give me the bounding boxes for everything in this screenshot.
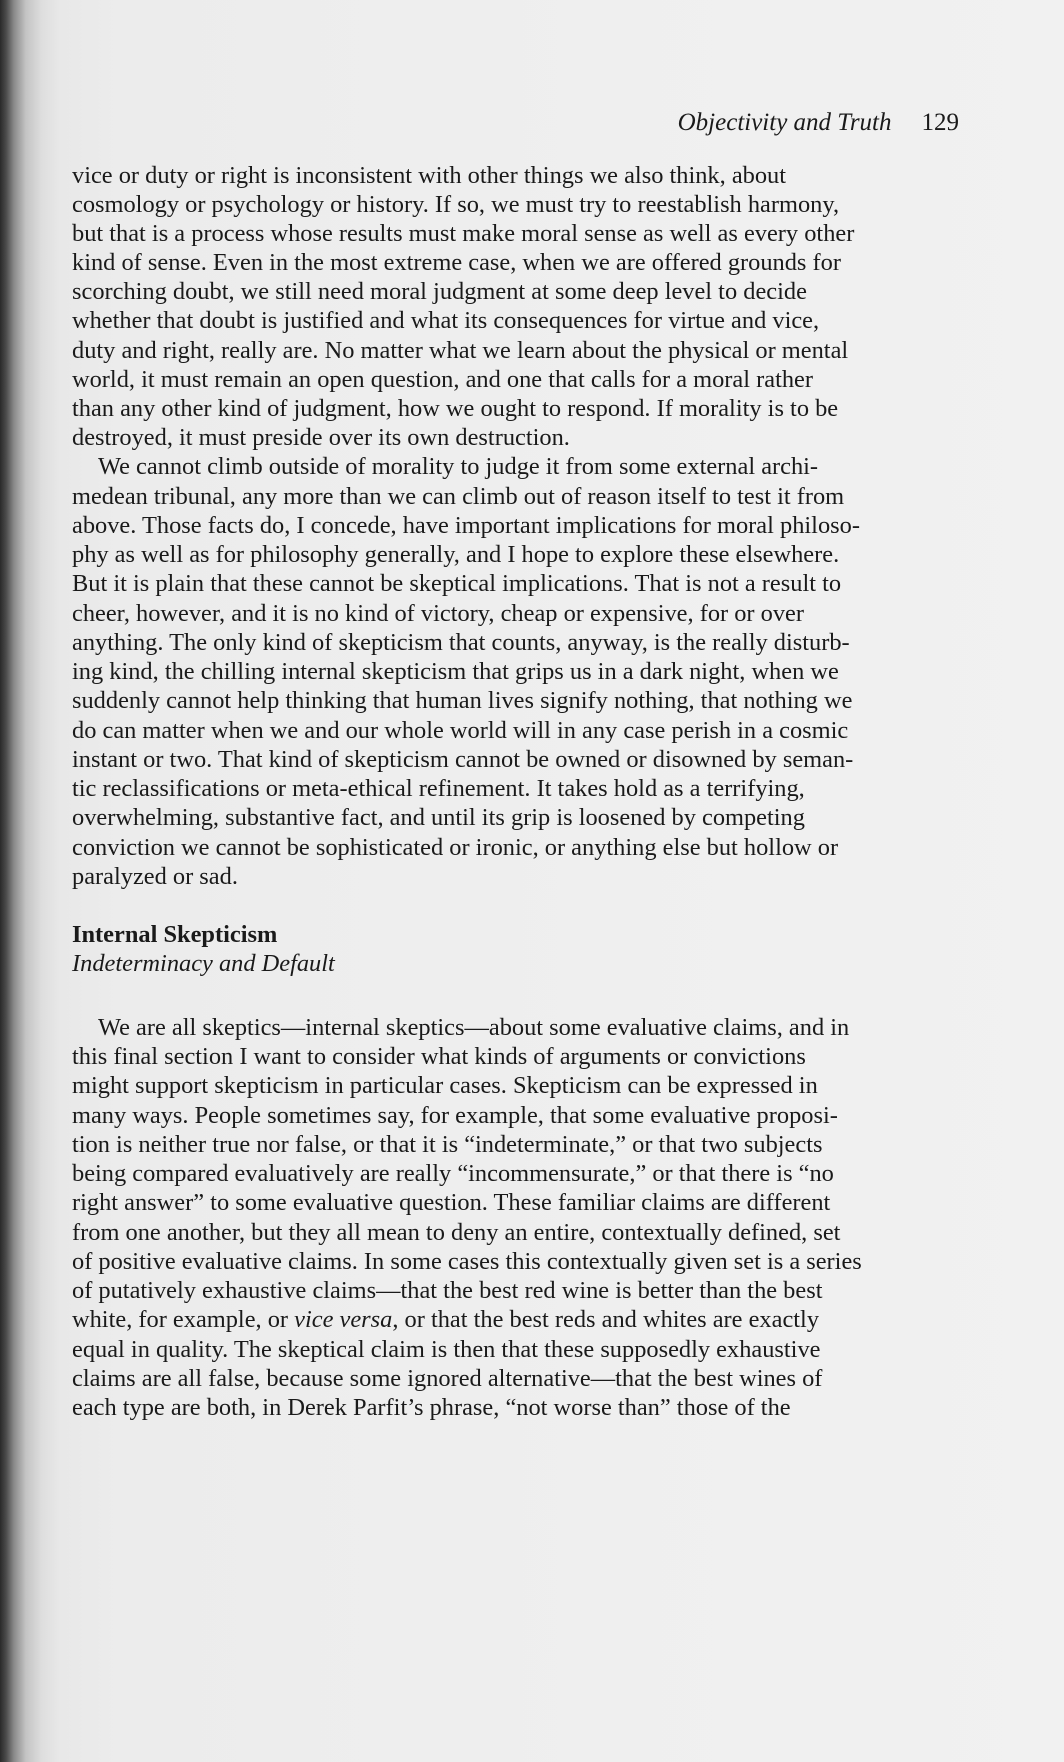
text-line: of positive evaluative claims. In some cases this contextually given set is a series: [72, 1248, 862, 1275]
text-line: claims are all false, because some ignored alternative—that the best wines of: [72, 1365, 823, 1392]
text-line: overwhelming, substantive fact, and until its grip is loosened by competing: [72, 804, 805, 831]
text-line: right answer” to some evaluative question. These familiar claims are different: [72, 1189, 831, 1216]
text-line: suddenly cannot help thinking that human lives signify nothing, that nothing we: [72, 687, 853, 714]
text-line: do can matter when we and our whole world will in any case perish in a cosmic: [72, 717, 849, 744]
text-line: from one another, but they all mean to deny an entire, contextually defined, set: [72, 1219, 841, 1246]
text-fragment: white, for example, or: [72, 1306, 295, 1333]
text-line: conviction we cannot be sophisticated or ironic, or anything else but hollow or: [72, 834, 839, 861]
running-title: Objectivity and Truth: [677, 109, 892, 136]
text-line: We are all skeptics—internal skeptics—about some evaluative claims, and in: [98, 1014, 850, 1041]
text-line: paralyzed or sad.: [72, 863, 238, 890]
section-subheading: Indeterminacy and Default: [72, 950, 335, 977]
text-line: phy as well as for philosophy generally, and I hope to explore these elsewhere.: [72, 541, 840, 568]
text-line: of putatively exhaustive claims—that the best red wine is better than the best: [72, 1277, 823, 1304]
text-line: scorching doubt, we still need moral judgment at some deep level to decide: [72, 278, 807, 305]
text-line: vice or duty or right is inconsistent with other things we also think, about: [72, 162, 787, 189]
text-line: instant or two. That kind of skepticism cannot be owned or disowned by seman-: [72, 746, 854, 773]
text-line: each type are both, in Derek Parfit’s phrase, “not worse than” those of the: [72, 1394, 791, 1421]
text-line: anything. The only kind of skepticism that counts, anyway, is the really disturb-: [72, 629, 850, 656]
text-line: many ways. People sometimes say, for example, that some evaluative proposi-: [72, 1102, 838, 1129]
text-line: kind of sense. Even in the most extreme case, when we are offered grounds for: [72, 249, 841, 276]
section-heading: Internal Skepticism: [72, 921, 278, 948]
text-line: ing kind, the chilling internal skepticism that grips us in a dark night, when we: [72, 658, 839, 685]
text-line: being compared evaluatively are really “incommensurate,” or that there is “no: [72, 1160, 834, 1187]
text-line: might support skepticism in particular cases. Skepticism can be expressed in: [72, 1072, 818, 1099]
text-line: this final section I want to consider what kinds of arguments or convictions: [72, 1043, 806, 1070]
text-line: above. Those facts do, I concede, have important implications for moral philoso-: [72, 512, 860, 539]
text-line: but that is a process whose results must make moral sense as well as every other: [72, 220, 855, 247]
text-line: world, it must remain an open question, and one that calls for a moral rather: [72, 366, 813, 393]
text-line: tic reclassifications or meta-ethical refinement. It takes hold as a terrifying,: [72, 775, 805, 802]
text-line: tion is neither true nor false, or that it is “indeterminate,” or that two subjects: [72, 1131, 823, 1158]
text-line: But it is plain that these cannot be skeptical implications. That is not a result to: [72, 570, 842, 597]
text-line: cosmology or psychology or history. If so, we must try to reestablish harmony,: [72, 191, 840, 218]
text-line: whether that doubt is justified and what its consequences for virtue and vice,: [72, 307, 820, 334]
text-line: destroyed, it must preside over its own destruction.: [72, 424, 570, 451]
text-line: We cannot climb outside of morality to judge it from some external archi-: [98, 453, 819, 480]
text-line: than any other kind of judgment, how we ought to respond. If morality is to be: [72, 395, 839, 422]
page-number: 129: [921, 109, 959, 136]
text-line: medean tribunal, any more than we can climb out of reason itself to test it from: [72, 483, 845, 510]
text-line: cheer, however, and it is no kind of victory, cheap or expensive, for or over: [72, 600, 804, 627]
text-fragment: , or that the best reds and whites are exactly: [392, 1306, 820, 1333]
text-line: equal in quality. The skeptical claim is then that these supposedly exhaustive: [72, 1336, 821, 1363]
text-line: duty and right, really are. No matter what we learn about the physical or mental: [72, 337, 849, 364]
italic-phrase: vice versa: [294, 1306, 393, 1333]
text-line: [72, 1305, 958, 1334]
running-header: [678, 109, 959, 137]
